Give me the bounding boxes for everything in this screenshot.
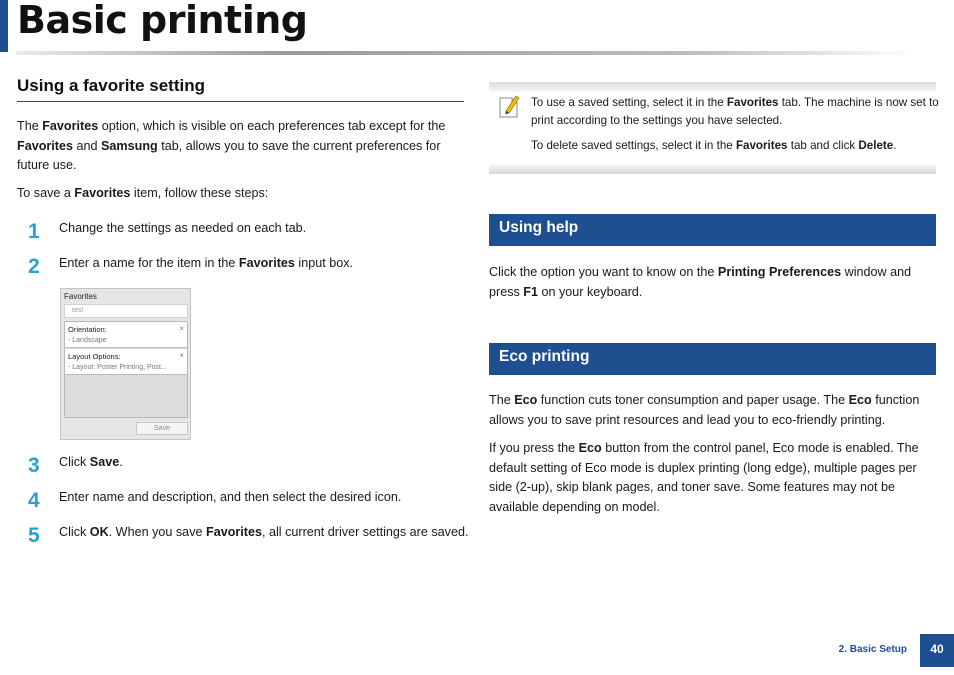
section-heading-eco: Eco printing — [489, 343, 936, 375]
text-run: Click the option you want to know on the — [489, 265, 718, 279]
page-title: Basic printing — [17, 0, 308, 42]
item-value: - Layout: Poster Printing, Post... — [68, 364, 167, 371]
bold-term: Eco — [848, 393, 872, 407]
note-top-border — [489, 82, 936, 92]
text-run: If you press the — [489, 441, 579, 455]
eco-paragraph — [489, 391, 939, 430]
text-run: and — [73, 138, 102, 153]
text-run: Click — [59, 525, 90, 539]
text-run: Enter a name for the item in the — [59, 256, 239, 270]
section-heading-underline — [17, 101, 464, 102]
note-bottom-border — [489, 165, 936, 174]
section-heading-favorite: Using a favorite setting — [17, 76, 205, 95]
text-run: function cuts toner consumption and paper usage. The — [537, 393, 849, 407]
steps-intro — [17, 184, 467, 204]
text-run: To use a saved setting, select it in the — [531, 96, 727, 109]
text-run: item, follow these steps: — [130, 186, 269, 200]
help-text — [489, 263, 939, 302]
note-text — [531, 94, 941, 130]
bold-term: F1 — [523, 284, 538, 299]
text-run: Change the settings as needed on each tab. — [59, 221, 307, 235]
close-icon[interactable]: × — [179, 324, 184, 333]
title-accent-bar — [0, 0, 8, 52]
bold-term: Eco — [578, 441, 602, 455]
note-pencil-icon — [497, 93, 521, 119]
bold-term: Eco — [514, 393, 538, 407]
step-text — [59, 455, 123, 469]
text-run: tab and click — [787, 139, 859, 152]
page-number: 40 — [920, 634, 954, 667]
step-number: 2 — [28, 255, 40, 278]
item-title: Layout Options: — [68, 352, 121, 361]
text-run: . When you save — [108, 525, 206, 539]
favorites-dialog-screenshot — [60, 288, 191, 440]
step-number: 5 — [28, 524, 40, 547]
text-run: tab, allows you to save the current preferences for future use. — [17, 138, 441, 172]
favorites-list-item[interactable] — [65, 322, 187, 348]
title-divider — [16, 51, 916, 55]
text-run: tab. The machine is now set to print according to the settings you have selected. — [531, 96, 939, 127]
bold-term: Favorites — [735, 139, 788, 152]
text-run: window and press — [489, 265, 912, 299]
text-run: The — [17, 119, 43, 133]
item-title: Orientation: — [68, 325, 107, 334]
favorites-name-input[interactable]: test — [64, 304, 188, 318]
bold-term: Save — [89, 455, 120, 469]
bold-term: Favorites — [238, 256, 295, 270]
favorites-label: Favorites — [64, 292, 97, 301]
bold-term: Samsung — [101, 138, 158, 153]
text-run: To delete saved settings, select it in the — [531, 139, 736, 152]
step-number: 4 — [28, 489, 40, 512]
close-icon[interactable]: × — [179, 351, 184, 360]
text-run: , all current driver settings are saved. — [262, 525, 469, 539]
step-text — [59, 256, 353, 270]
eco-paragraph — [489, 439, 939, 517]
text-run: input box. — [294, 256, 354, 270]
favorites-list[interactable] — [64, 321, 188, 418]
note-text — [531, 137, 941, 155]
bold-term: Printing Preferences — [717, 265, 842, 279]
text-run: Enter name and description, and then select the desired icon. — [59, 490, 402, 504]
item-value: - Landscape — [68, 337, 107, 344]
text-run: button from the control panel, Eco mode is enabled. The default setting of Eco mode is duplex printing (long edge), multiple pages per side (2-up), skip blank pages, and toner save. Some features may not be available depending on model. — [489, 441, 919, 514]
bold-term: Favorites — [74, 186, 131, 200]
bold-term: Favorites — [42, 119, 99, 133]
bold-term: Favorites — [726, 96, 779, 109]
text-run: . — [119, 455, 123, 469]
save-button[interactable]: Save — [136, 422, 188, 435]
step-text — [59, 490, 401, 504]
text-run: To save a — [17, 186, 75, 200]
text-run: . — [893, 139, 897, 152]
bold-term: OK — [89, 525, 109, 539]
text-run: on your keyboard. — [538, 284, 643, 299]
step-text — [59, 525, 469, 539]
text-run: The — [489, 393, 515, 407]
step-number: 3 — [28, 454, 40, 477]
favorites-intro — [17, 117, 467, 176]
section-heading-help: Using help — [489, 214, 936, 246]
bold-term: Favorites — [17, 138, 73, 153]
footer-chapter-label: 2. Basic Setup — [838, 644, 907, 655]
step-text — [59, 221, 306, 235]
bold-term: Delete — [858, 139, 894, 152]
text-run: option, which is visible on each preferences tab except for the — [98, 119, 446, 133]
step-number: 1 — [28, 220, 40, 243]
favorites-list-item[interactable] — [65, 349, 187, 375]
bold-term: Favorites — [206, 525, 262, 539]
text-run: Click — [59, 455, 90, 469]
text-run: function allows you to save print resources and lead you to eco-friendly printing. — [489, 393, 920, 427]
